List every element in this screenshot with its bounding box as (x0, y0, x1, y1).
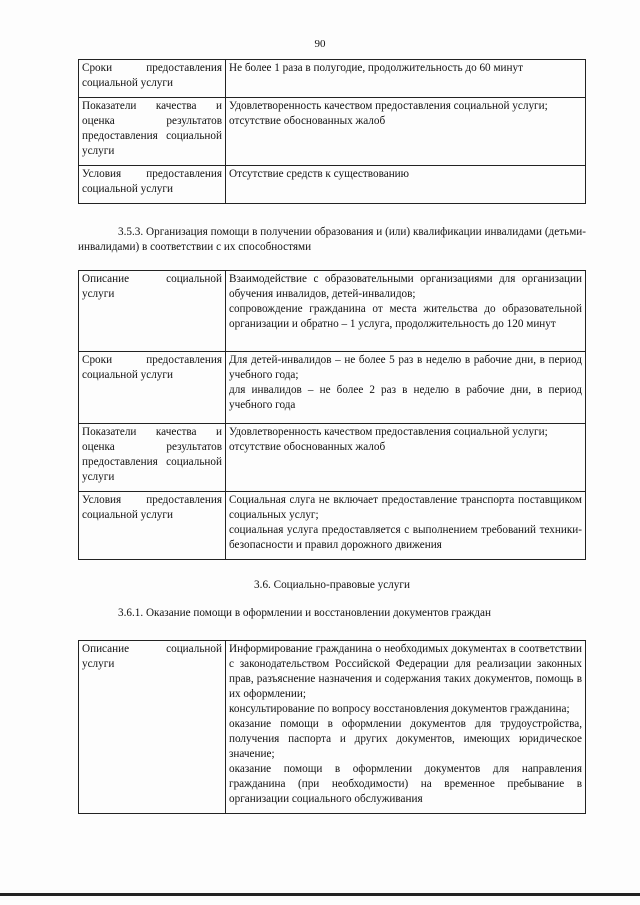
page-number: 90 (314, 38, 326, 50)
row-value: Не более 1 раза в полугодие, продолжительность до 60 минут (226, 60, 586, 98)
row-label: Сроки предоставления социальной услуги (79, 60, 226, 98)
services-table-3 (78, 640, 586, 814)
row-value: Отсутствие средств к существованию (226, 166, 586, 204)
row-label: Условия предоставления социальной услуги (79, 166, 226, 204)
table-row (79, 641, 586, 814)
section-3-5-3-heading: 3.5.3. Организация помощи в получении образования и (или) квалификации инвалидами (детьми-инвалидами) в соответствии с их способностями (78, 226, 586, 253)
table-row (79, 60, 586, 98)
row-value: Взаимодействие с образовательными организациями для организации обучения инвалидов, детей-инвалидов; сопровождение гражданина от места жительства до образовательной организации и обратно – 1 услуга, продолжительность до 120 минут (226, 271, 586, 352)
table-row (79, 352, 586, 424)
row-label: Условия предоставления социальной услуги (79, 492, 226, 560)
table-row (79, 271, 586, 352)
row-label: Описание социальной услуги (79, 641, 226, 814)
section-3-6-heading: 3.6. Социально-правовые услуги (254, 579, 410, 591)
table-row (79, 166, 586, 204)
bottom-rule (0, 893, 640, 896)
row-value: Удовлетворенность качеством предоставления социальной услуги; отсутствие обоснованных жалоб (226, 98, 586, 166)
table-row (79, 424, 586, 492)
row-label: Показатели качества и оценка результатов предоставления социальной услуги (79, 424, 226, 492)
row-label: Описание социальной услуги (79, 271, 226, 352)
row-value: Удовлетворенность качеством предоставления социальной услуги; отсутствие обоснованных жалоб (226, 424, 586, 492)
row-label: Показатели качества и оценка результатов предоставления социальной услуги (79, 98, 226, 166)
row-value: Информирование гражданина о необходимых документах в соответствии с законодательством Российской Федерации для реализации законных прав, разъяснение назначения и содержания таких документов, помощь в их оформлении; консультирование по вопросу восстановления документов гражданина; оказание помощи в оформлении документов для трудоустройства, получения паспорта и других документов, имеющих юридическое значение; оказание помощи в оформлении документов для направления гражданина (при необходимости) на временное пребывание в организации социального обслуживания (226, 641, 586, 814)
table-row (79, 98, 586, 166)
row-label: Сроки предоставления социальной услуги (79, 352, 226, 424)
row-value: Социальная слуга не включает предоставление транспорта поставщиком социальных услуг; социальная услуга предоставляется с выполнением требований техники-безопасности и правил дорожного движения (226, 492, 586, 560)
services-table-1 (78, 59, 586, 204)
table-row (79, 492, 586, 560)
row-value: Для детей-инвалидов – не более 5 раз в неделю в рабочие дни, в период учебного года; для инвалидов – не более 2 раз в неделю в рабочие дни, в период учебного года (226, 352, 586, 424)
section-3-6-1-heading: 3.6.1. Оказание помощи в оформлении и восстановлении документов граждан (118, 607, 491, 619)
services-table-2 (78, 270, 586, 560)
